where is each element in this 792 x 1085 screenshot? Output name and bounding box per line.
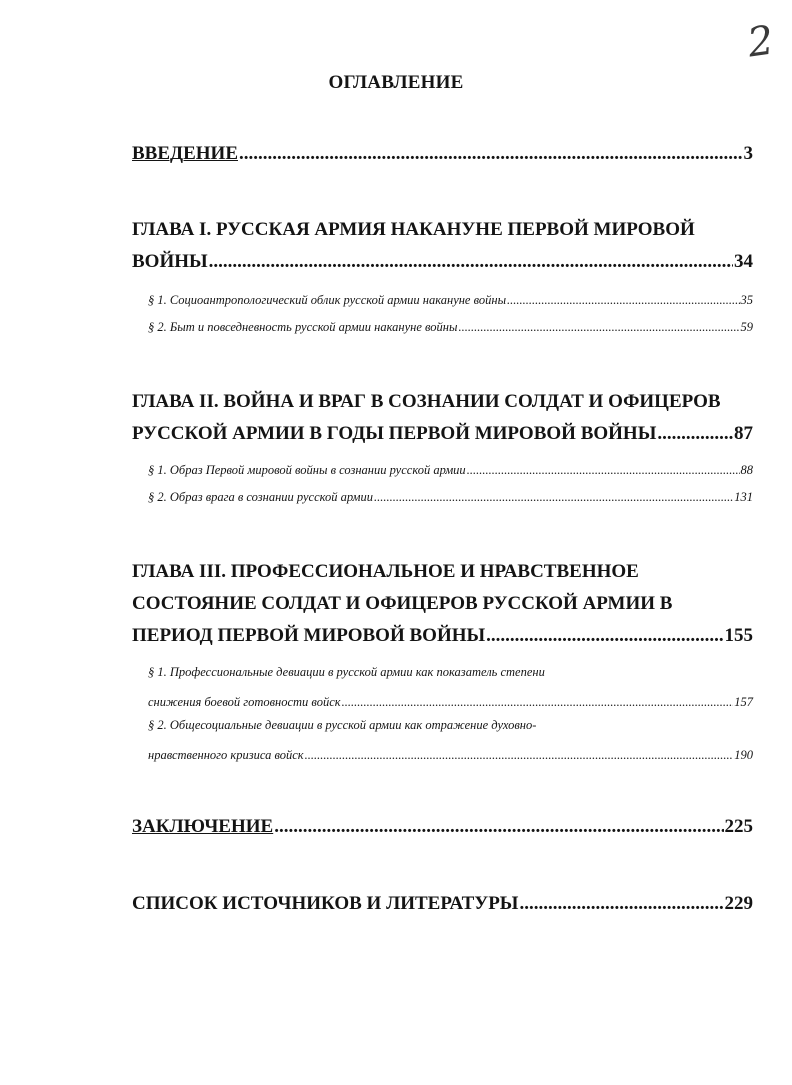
toc-page-number: 3 <box>743 143 753 164</box>
dot-leader <box>467 455 740 485</box>
toc-subentry-label: § 2. Быт и повседневность русской армии накануне войны <box>148 320 458 334</box>
toc-entry-chapter-2[interactable] <box>132 386 753 450</box>
toc-page-number: 35 <box>740 293 753 307</box>
dot-leader <box>239 138 743 170</box>
toc-page-number: 34 <box>734 251 753 272</box>
dot-leader <box>657 418 733 450</box>
dot-leader <box>519 888 723 920</box>
subentry-line: § 1. Профессиональные девиации в русской армии как показатель степени <box>148 665 545 679</box>
toc-page-number: 131 <box>734 490 753 504</box>
toc-subentry-label: § 1. Социоантропологический облик русской армии накануне войны <box>148 293 507 307</box>
toc-entry-sources[interactable] <box>132 888 753 920</box>
toc-title: ОГЛАВЛЕНИЕ <box>328 72 464 93</box>
toc-subentry-2-1[interactable] <box>148 455 753 485</box>
toc-entry-label: ВВЕДЕНИЕ <box>132 143 238 164</box>
toc-subentry-1-2[interactable] <box>148 312 753 342</box>
chapter-heading-line: ГЛАВА I. РУССКАЯ АРМИЯ НАКАНУНЕ ПЕРВОЙ МИРОВОЙ <box>132 219 695 240</box>
chapter-heading-line: СОСТОЯНИЕ СОЛДАТ И ОФИЦЕРОВ РУССКОЙ АРМИИ В <box>132 593 673 614</box>
toc-entry-label: ПЕРИОД ПЕРВОЙ МИРОВОЙ ВОЙНЫ <box>132 625 486 646</box>
toc-page-number: 225 <box>724 816 753 837</box>
toc-page-number: 157 <box>734 695 753 709</box>
toc-entry-intro[interactable] <box>132 138 753 170</box>
toc-subentry-label: § 1. Образ Первой мировой войны в сознании русской армии <box>148 463 466 477</box>
dot-leader <box>507 285 739 315</box>
dot-leader <box>274 811 723 843</box>
toc-entry-conclusion[interactable] <box>132 811 753 843</box>
handwritten-page-number: 2 <box>744 17 777 67</box>
dot-leader <box>374 482 733 512</box>
toc-subentry-label: снижения боевой готовности войск <box>148 695 341 709</box>
toc-subentry-3-1[interactable] <box>148 657 753 717</box>
chapter-heading-line: ГЛАВА III. ПРОФЕССИОНАЛЬНОЕ И НРАВСТВЕННОЕ <box>132 561 639 582</box>
toc-page-number: 190 <box>734 748 753 762</box>
toc-page-number: 229 <box>724 893 753 914</box>
toc-page-number: 155 <box>724 625 753 646</box>
toc-entry-label: РУССКОЙ АРМИИ В ГОДЫ ПЕРВОЙ МИРОВОЙ ВОЙНЫ <box>132 423 657 444</box>
toc-entry-label: СПИСОК ИСТОЧНИКОВ И ЛИТЕРАТУРЫ <box>132 893 519 914</box>
dot-leader <box>458 312 739 342</box>
toc-entry-chapter-3[interactable] <box>132 556 753 652</box>
toc-subentry-3-2[interactable] <box>148 710 753 770</box>
toc-entry-label: ВОЙНЫ <box>132 251 208 272</box>
toc-subentry-label: нравственного кризиса войск <box>148 748 304 762</box>
toc-subentry-label: § 2. Образ врага в сознании русской армии <box>148 490 373 504</box>
toc-entry-label: ЗАКЛЮЧЕНИЕ <box>132 816 274 837</box>
dot-leader <box>486 620 723 652</box>
subentry-line: § 2. Общесоциальные девиации в русской армии как отражение духовно- <box>148 718 537 732</box>
toc-subentry-1-1[interactable] <box>148 285 753 315</box>
toc-page-number: 87 <box>734 423 753 444</box>
toc-subentry-2-2[interactable] <box>148 482 753 512</box>
toc-page-number: 59 <box>740 320 753 334</box>
dot-leader <box>305 740 734 770</box>
dot-leader <box>209 246 733 278</box>
chapter-heading-line: ГЛАВА II. ВОЙНА И ВРАГ В СОЗНАНИИ СОЛДАТ И ОФИЦЕРОВ <box>132 391 721 412</box>
toc-entry-chapter-1[interactable] <box>132 214 753 278</box>
toc-page-number: 88 <box>740 463 753 477</box>
